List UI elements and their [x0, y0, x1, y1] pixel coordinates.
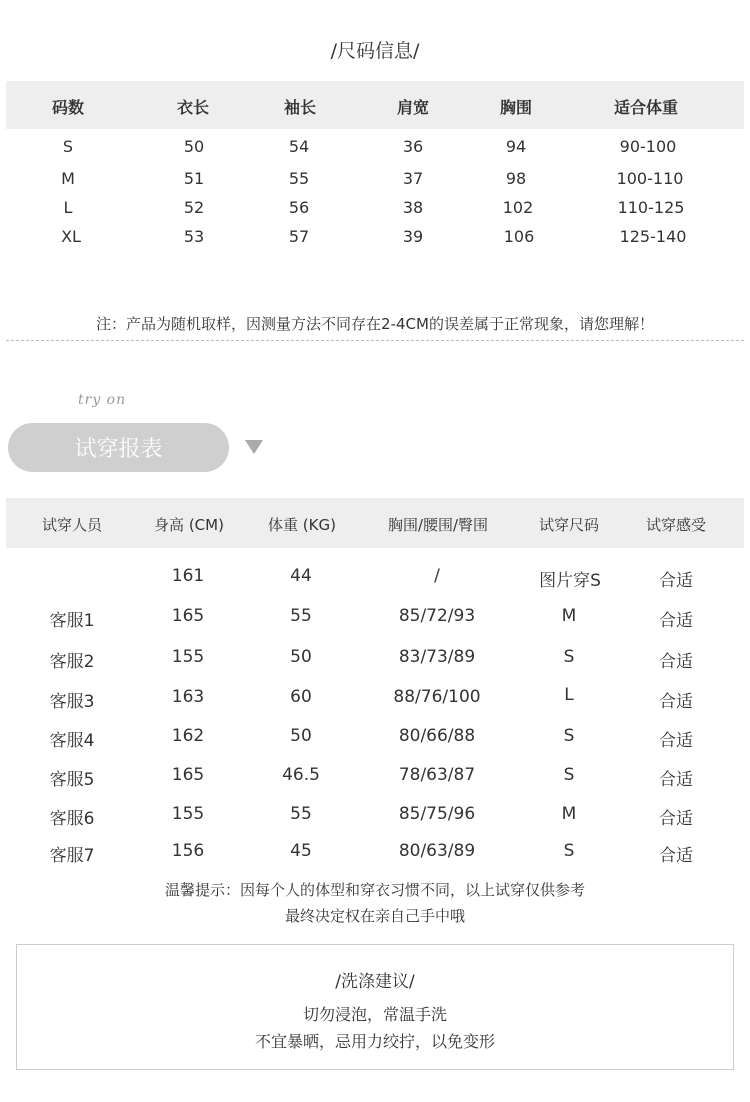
tryon-cell: 客服1	[49, 611, 95, 631]
tryon-cell: 合适	[659, 770, 693, 790]
washing-advice-title: /洗涤建议/	[335, 972, 415, 992]
size-cell: 106	[503, 227, 535, 246]
size-cell: 53	[183, 227, 205, 246]
tryon-tip-line-2: 最终决定权在亲自己手中哦	[284, 907, 465, 925]
tryon-cell: 162	[171, 726, 205, 746]
size-cell: 52	[183, 198, 205, 217]
tryon-header-cell: 胸围/腰围/臀围	[387, 516, 489, 534]
size-cell: L	[63, 198, 73, 217]
washing-advice-line-1: 切勿浸泡，常温手洗	[302, 1005, 447, 1024]
size-cell: 100-110	[616, 169, 684, 188]
tryon-title-pill	[8, 423, 229, 472]
tryon-header-cell: 体重 (KG)	[268, 516, 336, 534]
tryon-cell: 80/63/89	[398, 841, 476, 861]
tryon-header-cell: 试穿感受	[645, 516, 707, 534]
tryon-cell: S	[563, 765, 575, 785]
tryon-cell: 83/73/89	[398, 647, 476, 667]
tryon-cell: 85/75/96	[398, 804, 476, 824]
tryon-cell: 60	[290, 687, 312, 707]
size-header-cell: 袖长	[283, 98, 317, 117]
tryon-cell: 55	[290, 804, 312, 824]
size-cell: 39	[402, 227, 424, 246]
tryon-header-cell: 试穿尺码	[538, 516, 600, 534]
tryon-cell: S	[563, 647, 575, 667]
tryon-cell: 合适	[659, 692, 693, 712]
tryon-cell: 合适	[659, 652, 693, 672]
tryon-cell: 165	[171, 765, 205, 785]
size-cell: 37	[402, 169, 424, 188]
tryon-cell: 客服7	[49, 846, 95, 866]
try-on-script-decoration: try on	[78, 392, 127, 408]
tryon-table-header	[6, 498, 744, 548]
size-cell: S	[62, 137, 74, 156]
tryon-cell: 46.5	[282, 765, 320, 785]
tryon-cell: 合适	[659, 571, 693, 591]
size-cell: 50	[183, 137, 205, 156]
measurement-note: 注：产品为随机取样，因测量方法不同存在2-4CM的误差属于正常现象，请您理解！	[96, 315, 654, 333]
tryon-cell: 155	[171, 647, 205, 667]
tryon-cell: 客服2	[49, 652, 95, 672]
tryon-cell: 客服3	[49, 692, 95, 712]
size-header-cell: 肩宽	[396, 98, 430, 117]
size-cell: 55	[288, 169, 310, 188]
tryon-cell: 156	[171, 841, 205, 861]
tryon-cell: 85/72/93	[398, 606, 476, 626]
size-cell: 102	[502, 198, 534, 217]
tryon-cell: 客服5	[49, 770, 95, 790]
size-cell: 94	[505, 137, 527, 156]
tryon-cell: 合适	[659, 846, 693, 866]
size-header-cell: 适合体重	[613, 98, 679, 117]
tryon-cell: 合适	[659, 731, 693, 751]
washing-advice-line-2: 不宜暴晒，忌用力绞拧，以免变形	[254, 1032, 495, 1051]
size-cell: 125-140	[619, 227, 687, 246]
tryon-header-cell: 试穿人员	[41, 516, 103, 534]
tryon-cell: 合适	[659, 809, 693, 829]
size-cell: 110-125	[617, 198, 685, 217]
tryon-cell: 客服6	[49, 809, 95, 829]
tryon-cell: 78/63/87	[398, 765, 476, 785]
tryon-cell: 合适	[659, 611, 693, 631]
size-info-title: /尺码信息/	[330, 40, 420, 62]
tryon-cell: 50	[290, 647, 312, 667]
tryon-cell: 80/66/88	[398, 726, 476, 746]
tryon-cell: M	[561, 606, 577, 626]
tryon-cell: 客服4	[49, 731, 95, 751]
size-cell: 38	[402, 198, 424, 217]
size-cell: 51	[183, 169, 205, 188]
tryon-cell: 55	[290, 606, 312, 626]
tryon-cell: /	[434, 566, 440, 586]
size-cell: 57	[288, 227, 310, 246]
size-cell: 36	[402, 137, 424, 156]
tryon-cell: 50	[290, 726, 312, 746]
tryon-title: 试穿报表	[74, 437, 163, 462]
washing-advice-box	[16, 944, 734, 1070]
tryon-cell: 155	[171, 804, 205, 824]
tryon-cell: 163	[171, 687, 205, 707]
tryon-cell: 45	[290, 841, 312, 861]
triangle-down-icon	[245, 440, 263, 454]
size-header-cell: 码数	[51, 98, 85, 117]
size-cell: 98	[505, 169, 527, 188]
size-cell: XL	[61, 227, 81, 246]
size-header-cell: 衣长	[176, 98, 210, 117]
tryon-tip-line-1: 温馨提示：因每个人的体型和穿衣习惯不同，以上试穿仅供参考	[164, 881, 585, 899]
tryon-cell: 88/76/100	[393, 687, 481, 707]
tryon-cell: 161	[171, 566, 205, 586]
size-cell: 54	[288, 137, 310, 156]
tryon-cell: 图片穿S	[539, 571, 601, 591]
size-cell: M	[61, 169, 75, 188]
tryon-cell: S	[563, 841, 575, 861]
size-header-cell: 胸围	[499, 98, 533, 117]
tryon-cell: L	[564, 685, 574, 705]
tryon-cell: S	[563, 726, 575, 746]
size-cell: 90-100	[619, 137, 677, 156]
tryon-cell: 165	[171, 606, 205, 626]
tryon-header-cell: 身高 (CM)	[154, 516, 224, 534]
dashed-divider	[6, 340, 744, 341]
tryon-cell: 44	[290, 566, 312, 586]
size-cell: 56	[288, 198, 310, 217]
tryon-cell: M	[561, 804, 577, 824]
